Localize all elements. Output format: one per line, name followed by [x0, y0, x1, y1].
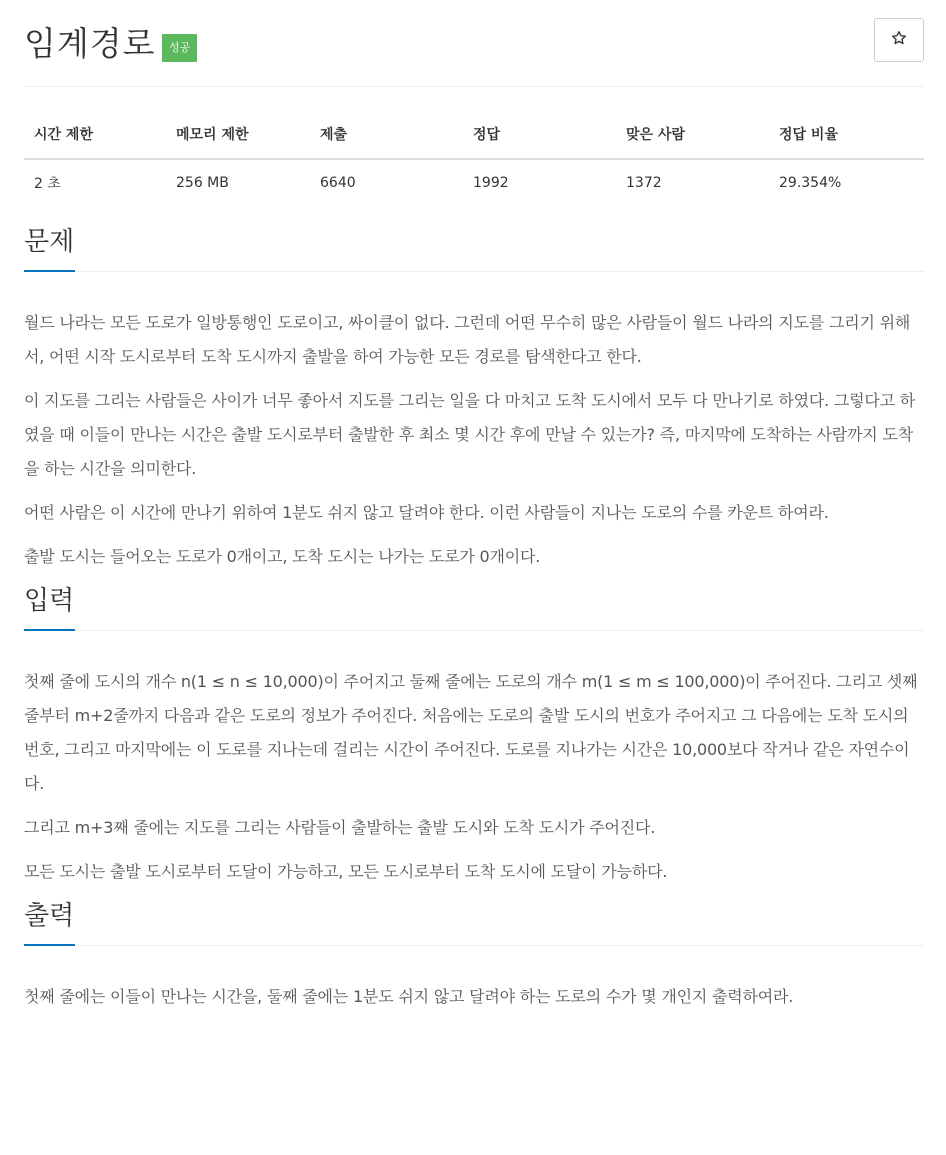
paragraph: 첫째 줄에는 이들이 만나는 시간을, 둘째 줄에는 1분도 쉬지 않고 달려야 하는 도로의 수가 몇 개인지 출력하여라.	[24, 987, 794, 1006]
paragraph: 출발 도시는 들어오는 도로가 0개이고, 도착 도시는 나가는 도로가 0개이다.	[24, 547, 541, 566]
status-badge: 성공	[162, 34, 197, 62]
problem-info-table	[24, 109, 924, 203]
paragraph: 첫째 줄에 도시의 개수 n(1 ≤ n ≤ 10,000)이 주어지고 둘째 줄에는 도로의 개수 m(1 ≤ m ≤ 100,000)이 주어진다. 그리고 셋째 줄부터 m+2줄까지 다음과 같은 도로의 정보가 주어진다. 처음에는 도로의 출발 도시의 번호가 주어지고 그 다음에는 도착 도시의 번호, 그리고 마지막에는 이 도로를 지나는데 걸리는 시간이 주어진다. 도로를 지나가는 시간은 10,000보다 작거나 같은 자연수이다.	[24, 672, 918, 793]
section-underline	[24, 629, 75, 631]
value-time-limit: 2 초	[34, 176, 61, 192]
section-header	[24, 225, 924, 272]
section-title-input: 입력	[24, 586, 75, 616]
value-accepted: 1992	[473, 175, 509, 191]
section-title-problem: 문제	[24, 227, 75, 257]
output-section	[24, 899, 924, 1014]
value-memory-limit: 256 MB	[176, 175, 229, 191]
problem-description-section	[24, 225, 924, 574]
value-solvers: 1372	[626, 175, 662, 191]
section-underline	[24, 944, 75, 946]
header-ratio: 정답 비율	[769, 109, 924, 159]
output-body	[24, 946, 924, 1014]
header-memory-limit: 메모리 제한	[166, 109, 310, 159]
input-section	[24, 584, 924, 889]
info-value-row	[24, 159, 924, 203]
paragraph: 이 지도를 그리는 사람들은 사이가 너무 좋아서 지도를 그리는 일을 다 마치고 도착 도시에서 모두 다 만나기로 하였다. 그렇다고 하였을 때 이들이 만나는 시간은 출발 도시로부터 출발한 후 최소 몇 시간 후에 만날 수 있는가? 즉, 마지막에 도착하는 사람까지 도착을 하는 시간을 의미한다.	[24, 391, 916, 478]
problem-header	[24, 0, 924, 87]
header-time-limit: 시간 제한	[24, 109, 166, 159]
section-underline	[24, 270, 75, 272]
section-header	[24, 584, 924, 631]
header-solvers: 맞은 사람	[616, 109, 769, 159]
problem-title: 임계경로	[24, 24, 156, 63]
paragraph: 모든 도시는 출발 도시로부터 도달이 가능하고, 모든 도시로부터 도착 도시에 도달이 가능하다.	[24, 862, 668, 881]
favorite-button[interactable]	[874, 18, 924, 62]
input-body	[24, 631, 924, 889]
star-outline-icon	[891, 30, 907, 50]
header-accepted: 정답	[463, 109, 616, 159]
paragraph: 월드 나라는 모든 도로가 일방통행인 도로이고, 싸이클이 없다. 그런데 어떤 무수히 많은 사람들이 월드 나라의 지도를 그리기 위해서, 어떤 시작 도시로부터 도착 도시까지 출발을 하여 가능한 모든 경로를 탐색한다고 한다.	[24, 313, 911, 366]
problem-description-body	[24, 272, 924, 574]
section-header	[24, 899, 924, 946]
info-header-row	[24, 109, 924, 159]
paragraph: 어떤 사람은 이 시간에 만나기 위하여 1분도 쉬지 않고 달려야 한다. 이런 사람들이 지나는 도로의 수를 카운트 하여라.	[24, 503, 829, 522]
paragraph: 그리고 m+3째 줄에는 지도를 그리는 사람들이 출발하는 출발 도시와 도착 도시가 주어진다.	[24, 818, 656, 837]
value-submissions: 6640	[320, 175, 356, 191]
section-title-output: 출력	[24, 901, 75, 931]
value-ratio: 29.354%	[779, 175, 842, 191]
problem-page	[24, 0, 924, 1014]
header-submissions: 제출	[310, 109, 463, 159]
